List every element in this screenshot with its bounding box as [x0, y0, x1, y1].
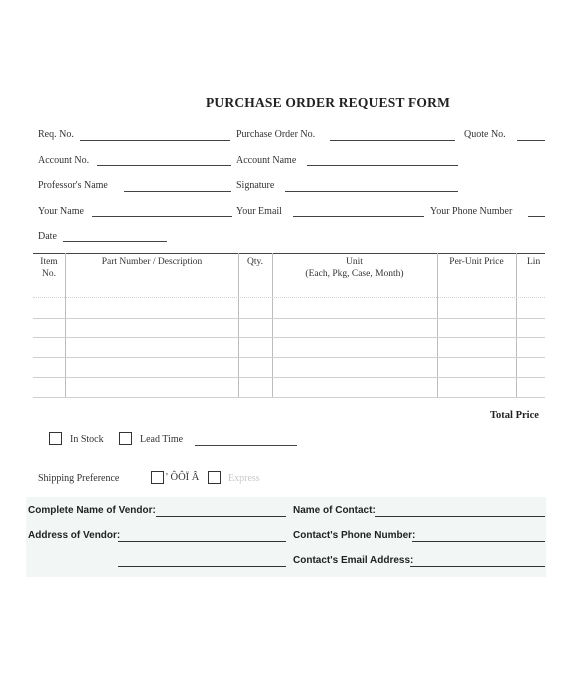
lead-time-label: Lead Time — [140, 434, 184, 445]
form-title: PURCHASE ORDER REQUEST FORM — [205, 95, 451, 110]
your-email-field[interactable] — [293, 216, 424, 217]
header-item-no — [33, 256, 65, 280]
account-name-label: Account Name — [236, 155, 297, 166]
header-qty: Qty. — [246, 257, 263, 267]
header-item-line1: Item — [40, 257, 58, 267]
table-col-divider — [437, 253, 438, 397]
contact-email-label: Contact's Email Address: — [293, 555, 414, 566]
quote-no-field[interactable] — [517, 140, 545, 141]
purchase-order-no-field[interactable] — [330, 140, 455, 141]
account-no-label: Account No. — [38, 155, 90, 166]
date-field[interactable] — [63, 241, 167, 242]
account-no-field[interactable] — [97, 165, 231, 166]
your-email-label: Your Email — [236, 206, 282, 217]
header-item-line2: No. — [42, 269, 56, 279]
shipping-option-standard-checkbox[interactable] — [151, 471, 164, 484]
header-unit — [272, 256, 437, 280]
header-per-unit-price: Per-Unit Price — [449, 257, 504, 267]
total-price-label: Total Price — [490, 410, 539, 421]
req-no-label: Req. No. — [38, 129, 74, 140]
your-phone-field[interactable] — [528, 216, 545, 217]
lead-time-field[interactable] — [195, 445, 297, 446]
header-unit-line1: Unit — [346, 257, 363, 267]
shipping-preference-label: Shipping Preference — [38, 473, 120, 484]
contact-phone-field[interactable] — [412, 541, 545, 542]
header-part-number: Part Number / Description — [101, 257, 203, 267]
quote-no-label: Quote No. — [464, 129, 506, 140]
date-label: Date — [38, 231, 57, 242]
your-phone-label: Your Phone Number — [430, 206, 513, 217]
contact-name-field[interactable] — [375, 516, 545, 517]
table-col-divider — [516, 253, 517, 397]
contact-email-field[interactable] — [410, 566, 545, 567]
signature-field[interactable] — [285, 191, 458, 192]
vendor-address-label: Address of Vendor: — [28, 530, 121, 541]
vendor-name-label: Complete Name of Vendor: — [28, 505, 156, 516]
professors-name-label: Professor's Name — [38, 180, 108, 191]
table-row[interactable] — [33, 318, 545, 319]
table-row[interactable] — [33, 337, 545, 338]
your-name-field[interactable] — [92, 216, 232, 217]
table-row[interactable] — [33, 377, 545, 378]
contact-phone-label: Contact's Phone Number: — [293, 530, 416, 541]
in-stock-label: In Stock — [70, 434, 104, 445]
vendor-name-field[interactable] — [156, 516, 286, 517]
req-no-field[interactable] — [80, 140, 230, 141]
purchase-order-no-label: Purchase Order No. — [236, 129, 316, 140]
in-stock-checkbox[interactable] — [49, 432, 62, 445]
table-col-divider — [238, 253, 239, 397]
lead-time-checkbox[interactable] — [119, 432, 132, 445]
professors-name-field[interactable] — [124, 191, 231, 192]
shipping-option-standard-label: ' ÔÔÏ Â — [166, 472, 200, 483]
signature-label: Signature — [236, 180, 275, 191]
shipping-option-express-checkbox[interactable] — [208, 471, 221, 484]
table-row[interactable] — [33, 297, 545, 298]
vendor-address-field[interactable] — [118, 541, 286, 542]
your-name-label: Your Name — [38, 206, 84, 217]
header-unit-line2: (Each, Pkg, Case, Month) — [305, 269, 404, 279]
table-row[interactable] — [33, 357, 545, 358]
table-row[interactable] — [33, 397, 545, 398]
vendor-address-field-2[interactable] — [118, 566, 286, 567]
contact-name-label: Name of Contact: — [293, 505, 376, 516]
shipping-option-express-label: Express — [228, 473, 260, 484]
header-line-total: Lin — [527, 257, 541, 267]
account-name-field[interactable] — [307, 165, 458, 166]
table-top-border — [33, 253, 545, 254]
table-col-divider — [65, 253, 66, 397]
